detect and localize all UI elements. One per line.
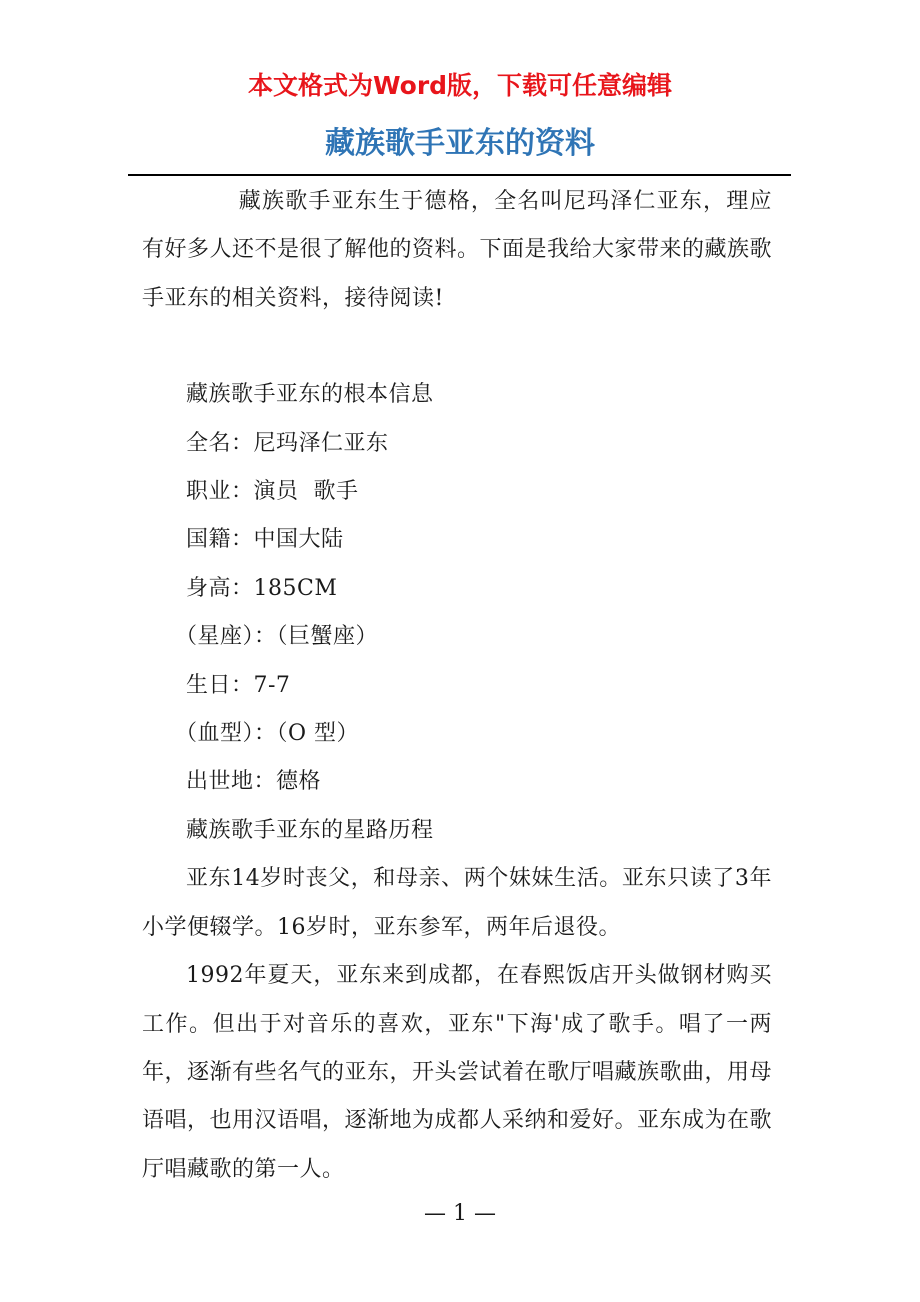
info-nationality: 国籍：中国大陆 (186, 527, 344, 553)
document-title: 藏族歌手亚东的资料 (325, 126, 595, 161)
info-birthday: 生日：7-7 (186, 672, 291, 698)
paragraph-spacer (142, 323, 772, 371)
info-zodiac: （星座）：（巨蟹座） (175, 624, 379, 650)
info-occupation: 职业：演员 歌手 (186, 479, 359, 505)
title-divider (128, 174, 791, 176)
format-notice-banner: 本文格式为Word版，下载可任意编辑 (247, 71, 673, 100)
info-blood-type: （血型）：（O 型） (175, 721, 360, 747)
career-paragraph: 亚东14岁时丧父，和母亲、两个妹妹生活。亚东只读了3年小学便辍学。16岁时，亚东参军，两年后退役。 (142, 866, 772, 940)
info-birthplace: 出世地：德格 (186, 769, 322, 795)
section-heading-career: 藏族歌手亚东的星路历程 (186, 817, 434, 843)
page-number: — 1 — (424, 1201, 496, 1226)
section-heading-basic-info: 藏族歌手亚东的根本信息 (186, 382, 434, 408)
document-body (142, 178, 772, 1194)
career-paragraph: 1992年夏天，亚东来到成都，在春熙饭店开头做钢材购买工作。但出于对音乐的喜欢，亚东"下海'成了歌手。唱了一两年，逐渐有些名气的亚东，开头尝试着在歌厅唱藏族歌曲，用母语唱，也用汉语唱，逐渐地为成都人采纳和爱好。亚东成为在歌厅唱藏歌的第一人。 (142, 963, 773, 1182)
info-height: 身高：185CM (186, 575, 338, 601)
info-full-name: 全名：尼玛泽仁亚东 (186, 430, 389, 456)
intro-paragraph: 藏族歌手亚东生于德格，全名叫尼玛泽仁亚东，理应有好多人还不是很了解他的资料。下面是我给大家带来的藏族歌手亚东的相关资料，接待阅读! (142, 189, 773, 311)
